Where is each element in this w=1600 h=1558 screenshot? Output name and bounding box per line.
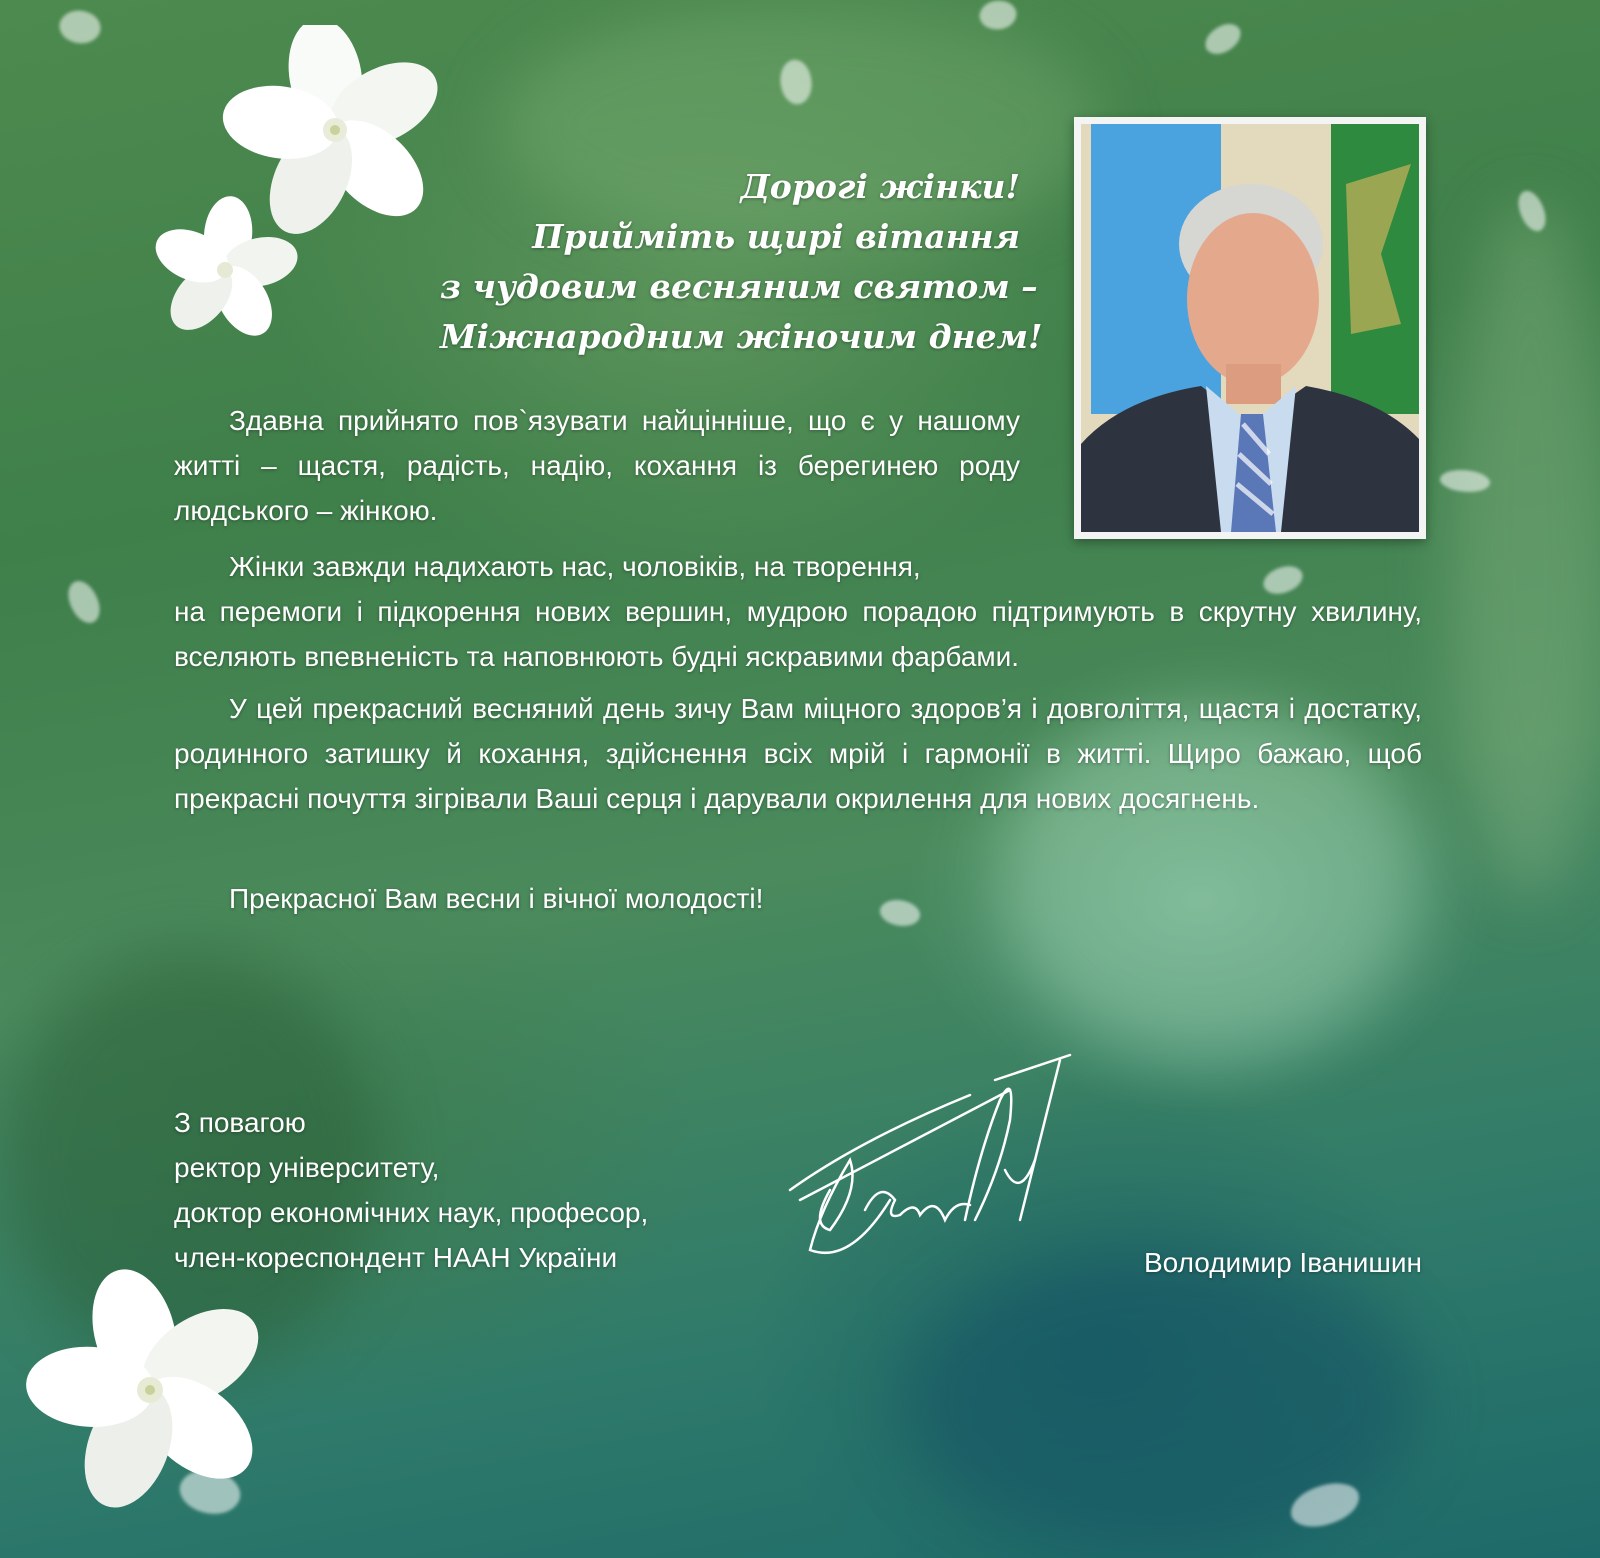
signer-name: Володимир Іванишин — [1143, 1247, 1422, 1278]
bokeh-right — [1450, 200, 1600, 900]
body-paragraph: У цей прекрасний весняний день зичу Вам міцного здоров’я і довголіття, щастя і достатку, родинного затишку й кохання, здійснення всіх мрій і гармонії в житті. Щиро бажаю, щоб прекрасні почуття зігрівали Ваші серця і дарували окрилення для нових досягнень. — [174, 693, 1422, 814]
closing-line: ректор університету, — [174, 1152, 440, 1183]
closing-line: доктор економічних наук, професор, — [174, 1197, 649, 1228]
handwritten-signature — [770, 1050, 1100, 1280]
greeting-line: Дорогі жінки! — [740, 167, 1020, 206]
closing-block — [174, 1100, 648, 1280]
closing-wish: Прекрасної Вам весни і вічної молодості! — [229, 883, 764, 914]
greeting-line: Прийміть щирі вітання — [532, 217, 1020, 256]
portrait-frame — [1074, 117, 1426, 539]
body-paragraph: Здавна прийнято пов`язувати найцінніше, що є у нашому житті – щастя, радість, надію, кохання із берегинею роду людського – жінкою. — [174, 405, 1020, 526]
petal — [54, 2, 106, 51]
greeting-line: з чудовим весняним святом – — [440, 267, 1038, 306]
greeting-heading — [440, 162, 1043, 362]
portrait-photo — [1081, 124, 1419, 532]
jasmine-flower-icon — [150, 190, 300, 350]
closing-line: член-кореспондент НААН України — [174, 1242, 618, 1273]
greeting-line: Міжнародним жіночим днем! — [440, 317, 1043, 356]
jasmine-flower-icon — [20, 1260, 280, 1520]
body-paragraph: на перемоги і підкорення нових вершин, мудрою порадою підтримують в скрутну хвилину, вселяють впевненість та наповнюють будні яскравими фарбами. — [174, 596, 1422, 672]
petal — [60, 576, 108, 628]
petal — [1200, 16, 1245, 61]
portrait-image — [1081, 124, 1419, 532]
closing-line: З повагою — [174, 1107, 306, 1138]
body-paragraph-first-line: Жінки завжди надихають нас, чоловіків, на творення, — [229, 551, 921, 582]
